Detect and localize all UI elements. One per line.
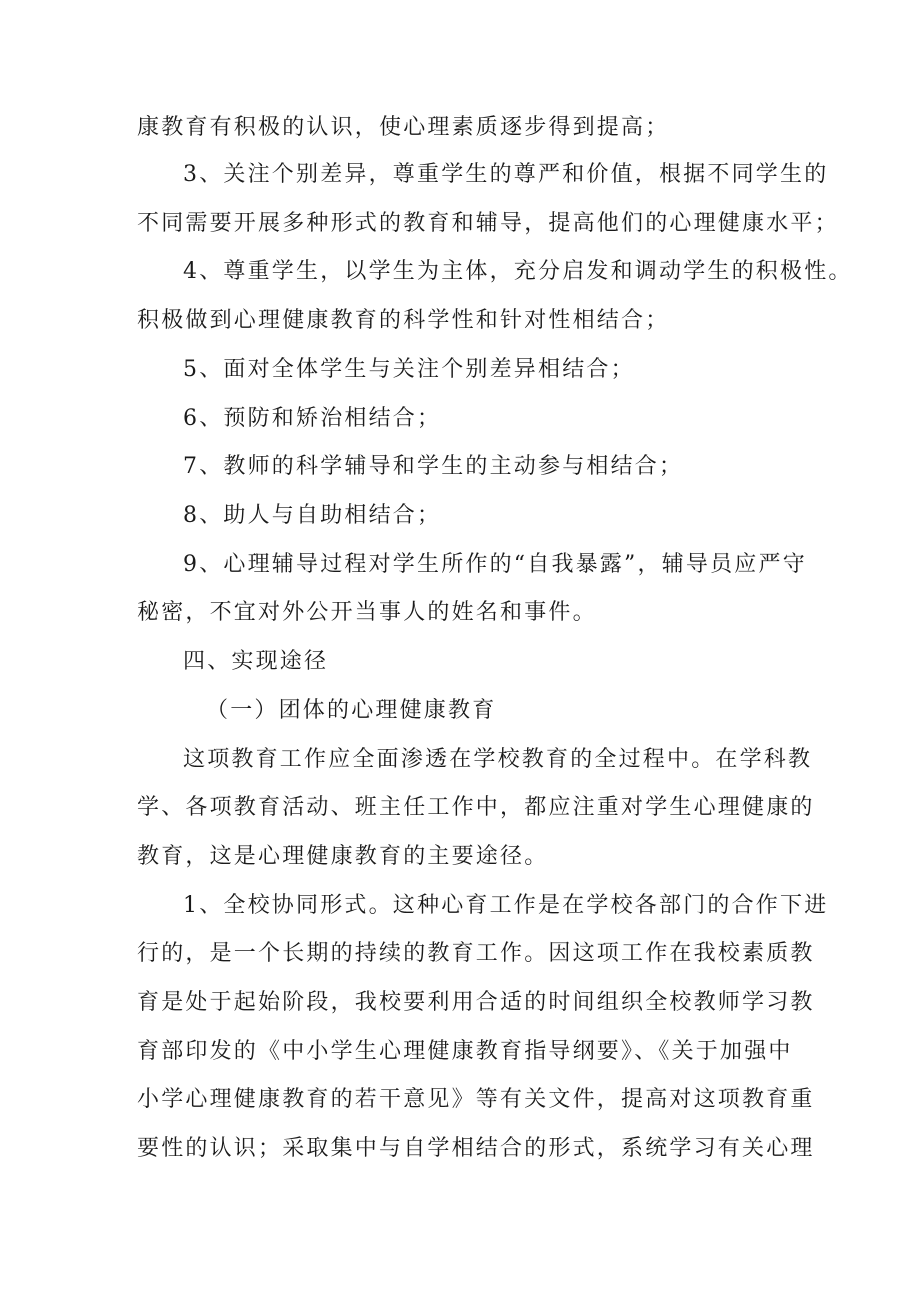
- text-line: 教育，这是心理健康教育的主要途径。: [137, 844, 549, 869]
- text-line: 7、教师的科学辅导和学生的主动参与相结合；: [183, 454, 684, 479]
- text-line: 育是处于起始阶段，我校要利用合适的时间组织全校教师学习教: [137, 990, 815, 1015]
- text-line: 4、尊重学生，以学生为主体，充分启发和调动学生的积极性。: [183, 259, 853, 284]
- text-line: 3、关注个别差异，尊重学生的尊严和价值，根据不同学生的: [183, 162, 829, 187]
- text-line: 9、心理辅导过程对学生所作的“自我暴露”，辅导员应严守: [183, 552, 807, 577]
- text-line: 积极做到心理健康教育的科学性和针对性相结合；: [137, 308, 670, 333]
- text-line: 1、全校协同形式。这种心育工作是在学校各部门的合作下进: [183, 893, 829, 918]
- text-line: 行的，是一个长期的持续的教育工作。因这项工作在我校素质教: [137, 941, 815, 966]
- text-line: 8、助人与自助相结合；: [183, 503, 442, 528]
- text-line: 小学心理健康教育的若干意见》等有关文件，提高对这项教育重: [137, 1087, 815, 1112]
- text-line: 5、面对全体学生与关注个别差异相结合；: [183, 357, 635, 382]
- text-line: 秘密，不宜对外公开当事人的姓名和事件。: [137, 600, 597, 625]
- text-line: 不同需要开展多种形式的教育和辅导，提高他们的心理健康水平；: [137, 211, 839, 236]
- subsection-heading: （一）团体的心理健康教育: [206, 698, 497, 723]
- text-line: 学、各项教育活动、班主任工作中，都应注重对学生心理健康的: [137, 795, 815, 820]
- text-line: 6、预防和矫治相结合；: [183, 406, 442, 431]
- text-line: 育部印发的《中小学生心理健康教育指导纲要》、《关于加强中: [137, 1039, 793, 1064]
- section-heading: 四、实现途径: [183, 649, 329, 674]
- text-line: 这项教育工作应全面渗透在学校教育的全过程中。在学科教: [183, 747, 813, 772]
- text-line: 要性的认识；采取集中与自学相结合的形式，系统学习有关心理: [137, 1136, 815, 1161]
- text-line: 康教育有积极的认识，使心理素质逐步得到提高；: [137, 115, 670, 140]
